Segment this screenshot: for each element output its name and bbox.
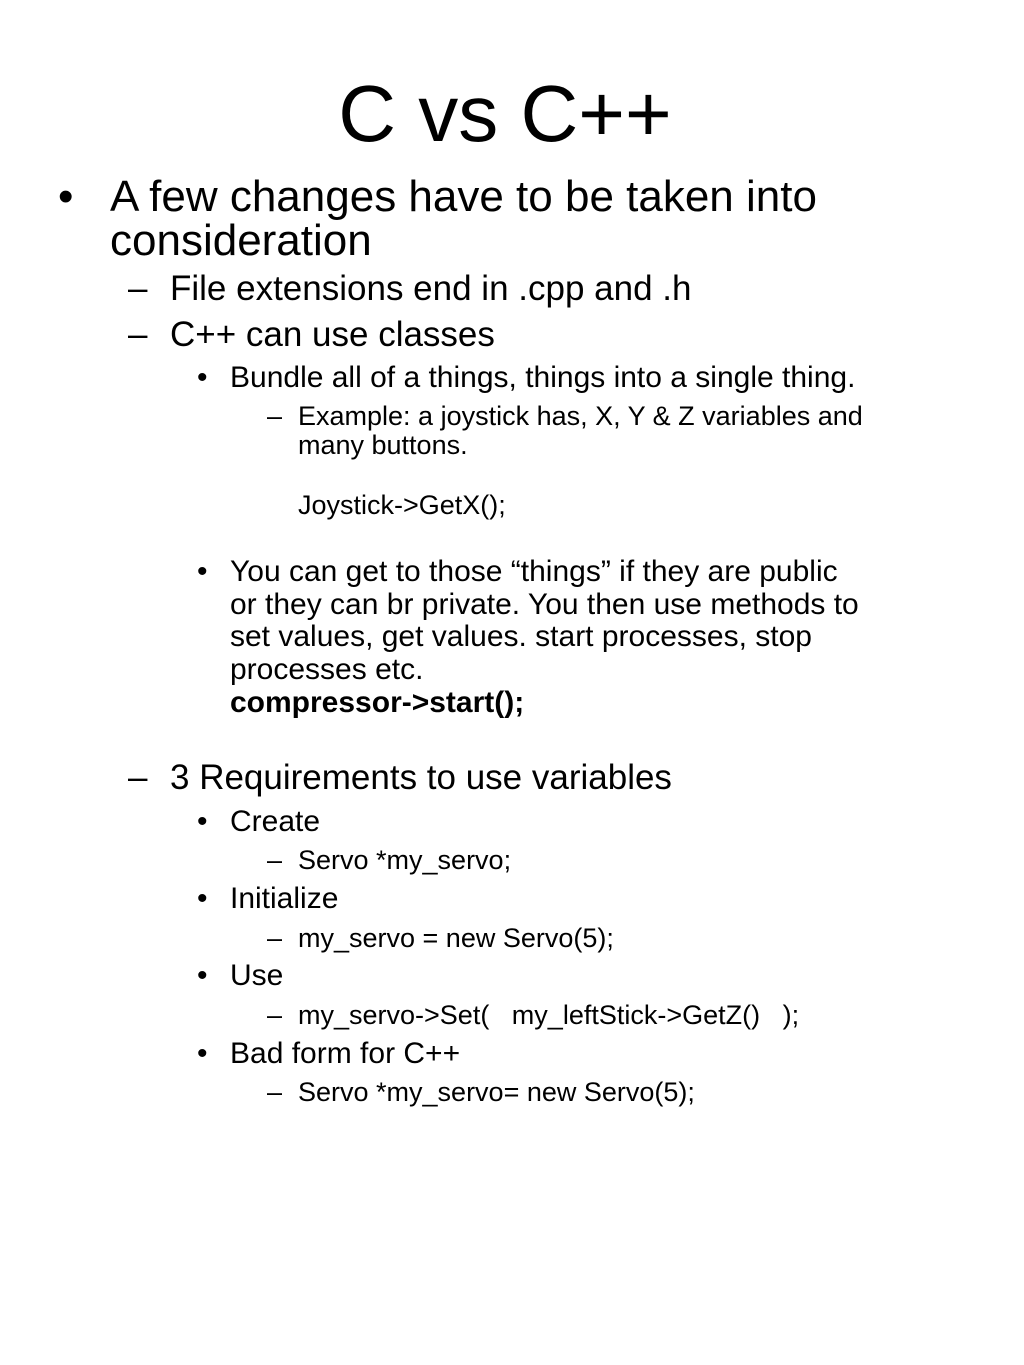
initialize-text: Initialize: [230, 882, 339, 915]
things-code: compressor->start();: [230, 686, 525, 719]
example-text-line2: many buttons.: [298, 430, 468, 460]
bullet-marker: •: [197, 1037, 208, 1070]
example-text-line1: Example: a joystick has, X, Y & Z variables and: [298, 401, 863, 431]
bullet-marker: •: [197, 959, 208, 992]
bullet-marker: •: [197, 555, 208, 588]
bad-form-code: Servo *my_servo= new Servo(5);: [298, 1077, 695, 1107]
create-code: Servo *my_servo;: [298, 845, 512, 875]
bullet-marker: •: [197, 805, 208, 838]
dash-marker: –: [267, 401, 283, 431]
dash-marker: –: [267, 1077, 283, 1107]
things-text-line3: set values, get values. start processes, stop: [230, 620, 812, 653]
bad-form-text: Bad form for C++: [230, 1037, 461, 1070]
bullet-marker: •: [197, 882, 208, 915]
slide-title: C vs C++: [338, 69, 672, 158]
example-code: Joystick->GetX();: [298, 490, 506, 520]
bundle-text: Bundle all of a things, things into a single thing.: [230, 361, 856, 394]
dash-marker: –: [267, 1000, 283, 1030]
bullet-marker: •: [197, 361, 208, 394]
dash-marker: –: [128, 315, 148, 354]
dash-marker: –: [267, 923, 283, 953]
classes-text: C++ can use classes: [170, 315, 495, 354]
requirements-text: 3 Requirements to use variables: [170, 758, 672, 797]
use-text: Use: [230, 959, 284, 992]
use-code: my_servo->Set( my_leftStick->GetZ() );: [298, 1000, 800, 1030]
bullet-marker: •: [58, 172, 74, 221]
dash-marker: –: [267, 845, 283, 875]
changes-text-line1: A few changes have to be taken into: [110, 172, 817, 221]
things-text-line2: or they can br private. You then use methods to: [230, 588, 859, 621]
things-text-line4: processes etc.: [230, 653, 424, 686]
dash-marker: –: [128, 269, 148, 308]
dash-marker: –: [128, 758, 148, 797]
changes-text-line2: consideration: [110, 216, 372, 265]
initialize-code: my_servo = new Servo(5);: [298, 923, 614, 953]
file-extensions-text: File extensions end in .cpp and .h: [170, 269, 692, 308]
things-text-line1: You can get to those “things” if they are public: [230, 555, 838, 588]
create-text: Create: [230, 805, 321, 838]
